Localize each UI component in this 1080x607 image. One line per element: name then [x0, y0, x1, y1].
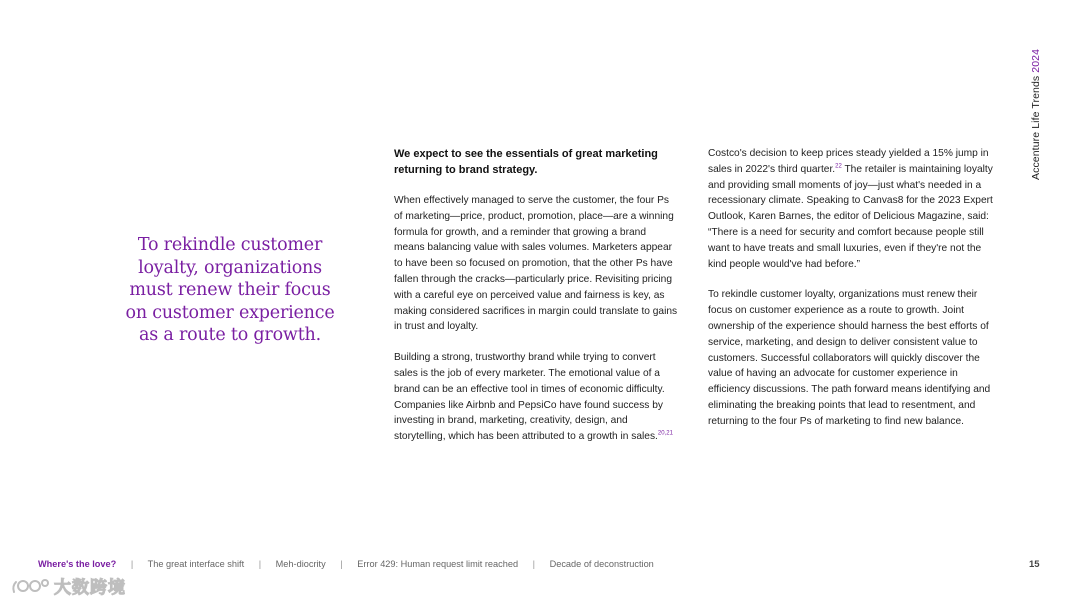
watermark-logo-icon	[10, 575, 50, 597]
report-year: 2024	[1030, 48, 1042, 73]
footer-navigation	[38, 559, 654, 569]
report-title-vertical	[1030, 49, 1042, 180]
body-paragraph: When effectively managed to serve the customer, the four Ps of marketing—price, product, promotion, place—are a winning formula for growth, and a reminder that growing a brand means balancing value with sales volumes. Marketers appear to have been so focused on promotion, that the other Ps have fallen through the cracks—particularly price. Revisiting pricing with a careful eye on perceived value and fairness is key, as making considered sacrifices in margin could translate to gains in trust and loyalty.	[394, 195, 678, 333]
footer-separator: |	[130, 559, 134, 569]
pull-quote: To rekindle customer loyalty, organizations must renew their focus on customer experience as a route to growth.	[125, 235, 335, 345]
footer-nav-item-great-interface-shift[interactable]: The great interface shift	[147, 559, 245, 569]
footnote-reference[interactable]: 20,21	[657, 430, 673, 437]
watermark-text: 大数跨境	[54, 578, 126, 597]
report-title: Accenture Life Trends	[1030, 75, 1042, 180]
watermark	[10, 573, 126, 598]
body-text: Building a strong, trustworthy brand while trying to convert sales is the job of every marketer. The emotional value of a brand can be an effective tool in times of economic difficulty. Companies like Airbnb and PepsiCo have found success by investing in brand, marketing, creativity, design, and storytelling, which has been attributed to a growth in sales.	[394, 352, 665, 443]
footnote-reference[interactable]: 22	[835, 163, 842, 170]
footer-separator: |	[258, 559, 262, 569]
footer-nav-item-error-429[interactable]: Error 429: Human request limit reached	[357, 559, 519, 569]
text-column-1	[394, 146, 678, 460]
footer-nav-item-meh-diocrity[interactable]: Meh-diocrity	[275, 559, 326, 569]
body-text: The retailer is maintaining loyalty and providing small moments of joy—just what's needed in a recessionary climate. Speaking to Canvas8 for the 2023 Expert Outlook, Karen Barnes, the editor of Delicious Magazine, said: “There is a need for security and comfort because people still want to have treats and small luxuries, even if they're not the kind people would've had before.”	[708, 163, 993, 270]
body-paragraph	[394, 350, 678, 445]
footer-nav-item-decade-of-deconstruction[interactable]: Decade of deconstruction	[549, 559, 654, 569]
footer-separator: |	[340, 559, 343, 569]
body-text: Costco's decision to keep prices steady yielded a 15% jump in sales in 2022's third quarter.	[708, 148, 989, 175]
body-paragraph: To rekindle customer loyalty, organizations must renew their focus on customer experience as a route to growth. Joint ownership of the experience should harness the best efforts of service, marketing, and design to deliver consistent value to customers. Successful collaborators will quickly discover the value of having an advocate for customer experience in efficiency discussions. The path forward means identifying and eliminating the breaking points that lead to resentment, and returning to the four Ps of marketing to find new balance.	[708, 289, 991, 427]
text-column-2	[708, 146, 996, 445]
page-number: 15	[1029, 559, 1040, 570]
lead-heading: We expect to see the essentials of great marketing returning to brand strategy.	[394, 148, 658, 176]
footer-separator: |	[532, 559, 536, 569]
footer-nav-item-wheres-the-love[interactable]: Where's the love?	[38, 559, 117, 569]
body-paragraph	[708, 146, 996, 272]
